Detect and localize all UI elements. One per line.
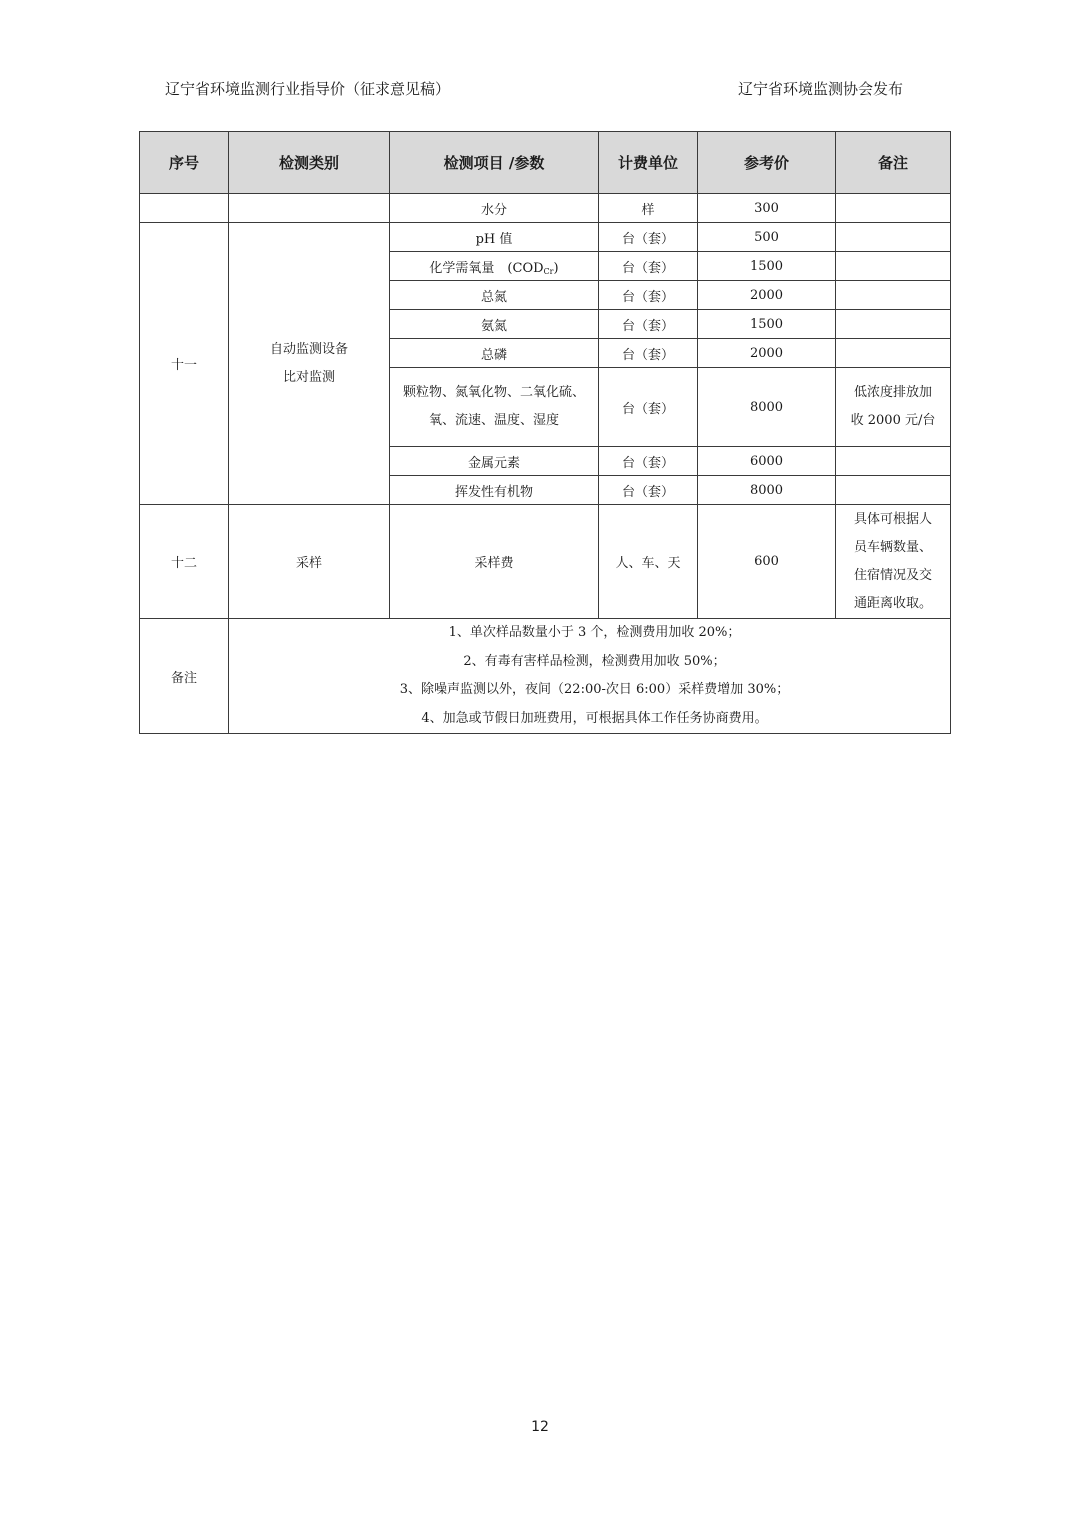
- remark-line: 员车辆数量、: [853, 539, 932, 555]
- item-cell: [390, 368, 599, 447]
- publisher: 辽宁省环境监测协会发布: [738, 80, 904, 98]
- price-cell: 1500: [698, 252, 836, 281]
- item-cell: [390, 252, 599, 281]
- remark-cell: [836, 281, 951, 310]
- category-line: 自动监测设备: [269, 341, 348, 357]
- item-cell: 总氮: [390, 281, 599, 310]
- page-header: [0, 78, 1080, 102]
- table-row: [140, 505, 951, 619]
- item-cell: 金属元素: [390, 447, 599, 476]
- category-cell: [229, 194, 390, 223]
- document-title: 辽宁省环境监测行业指导价（征求意见稿）: [165, 80, 451, 98]
- remark-line: 具体可根据人: [853, 511, 932, 527]
- category-cell: 采样: [229, 505, 390, 619]
- unit-cell: 台（套）: [599, 447, 698, 476]
- remark-cell: [836, 194, 951, 223]
- unit-cell: 台（套）: [599, 339, 698, 368]
- unit-cell: 台（套）: [599, 476, 698, 505]
- notes-list: [229, 619, 951, 734]
- seq-cell: [140, 194, 229, 223]
- remark-cell: [836, 368, 951, 447]
- note-item: 1、单次样品数量小于 3 个，检测费用加收 20%；: [448, 625, 741, 640]
- table-row: [140, 223, 951, 252]
- remark-cell: [836, 310, 951, 339]
- unit-cell: 台（套）: [599, 252, 698, 281]
- col-header-unit: 计费单位: [599, 132, 698, 194]
- unit-cell: 样: [599, 194, 698, 223]
- item-text: 化学需氧量 (COD: [429, 260, 544, 276]
- price-cell: 1500: [698, 310, 836, 339]
- seq-cell: 十一: [140, 223, 229, 505]
- note-item: 2、有毒有害样品检测，检测费用加收 50%；: [463, 653, 726, 669]
- notes-label: 备注: [140, 619, 229, 734]
- item-cell: 采样费: [390, 505, 599, 619]
- item-cell: 挥发性有机物: [390, 476, 599, 505]
- remark-cell: [836, 476, 951, 505]
- remark-cell: [836, 505, 951, 619]
- notes-row: [140, 619, 951, 734]
- price-cell: 8000: [698, 476, 836, 505]
- col-header-item: 检测项目 /参数: [390, 132, 599, 194]
- table-row: [140, 194, 951, 223]
- note-item: 3、除噪声监测以外，夜间（22:00-次日 6:00）采样费增加 30%；: [399, 682, 790, 697]
- price-cell: 500: [698, 223, 836, 252]
- item-suffix: ): [553, 260, 559, 276]
- item-cell: 总磷: [390, 339, 599, 368]
- item-line: 颗粒物、氮氧化物、二氧化硫、: [402, 385, 585, 400]
- remark-line: 住宿情况及交: [853, 567, 932, 583]
- page-number: 12: [531, 1419, 549, 1435]
- remark-line: 收 2000 元/台: [850, 413, 936, 428]
- note-item: 4、加急或节假日加班费用，可根据具体工作任务协商费用。: [421, 710, 768, 726]
- table-header-row: [140, 132, 951, 194]
- price-cell: 8000: [698, 368, 836, 447]
- col-header-seq: 序号: [140, 132, 229, 194]
- seq-cell: 十二: [140, 505, 229, 619]
- remark-line: 低浓度排放加: [853, 385, 932, 400]
- remark-cell: [836, 339, 951, 368]
- unit-cell: 台（套）: [599, 223, 698, 252]
- unit-cell: 人、车、天: [599, 505, 698, 619]
- price-cell: 2000: [698, 339, 836, 368]
- category-cell: [229, 223, 390, 505]
- item-cell: 水分: [390, 194, 599, 223]
- price-cell: 6000: [698, 447, 836, 476]
- col-header-price: 参考价: [698, 132, 836, 194]
- remark-line: 通距离收取。: [853, 595, 932, 611]
- unit-cell: 台（套）: [599, 281, 698, 310]
- item-subscript: Cr: [543, 266, 554, 276]
- remark-cell: [836, 223, 951, 252]
- remark-cell: [836, 447, 951, 476]
- price-cell: 600: [698, 505, 836, 619]
- col-header-category: 检测类别: [229, 132, 390, 194]
- item-cell: 氨氮: [390, 310, 599, 339]
- item-line: 氧、流速、温度、湿度: [428, 413, 559, 428]
- price-cell: 2000: [698, 281, 836, 310]
- price-cell: 300: [698, 194, 836, 223]
- category-line: 比对监测: [282, 369, 335, 385]
- item-cell: pH 值: [390, 223, 599, 252]
- price-table: [139, 131, 951, 734]
- col-header-remark: 备注: [836, 132, 951, 194]
- unit-cell: 台（套）: [599, 368, 698, 447]
- unit-cell: 台（套）: [599, 310, 698, 339]
- remark-cell: [836, 252, 951, 281]
